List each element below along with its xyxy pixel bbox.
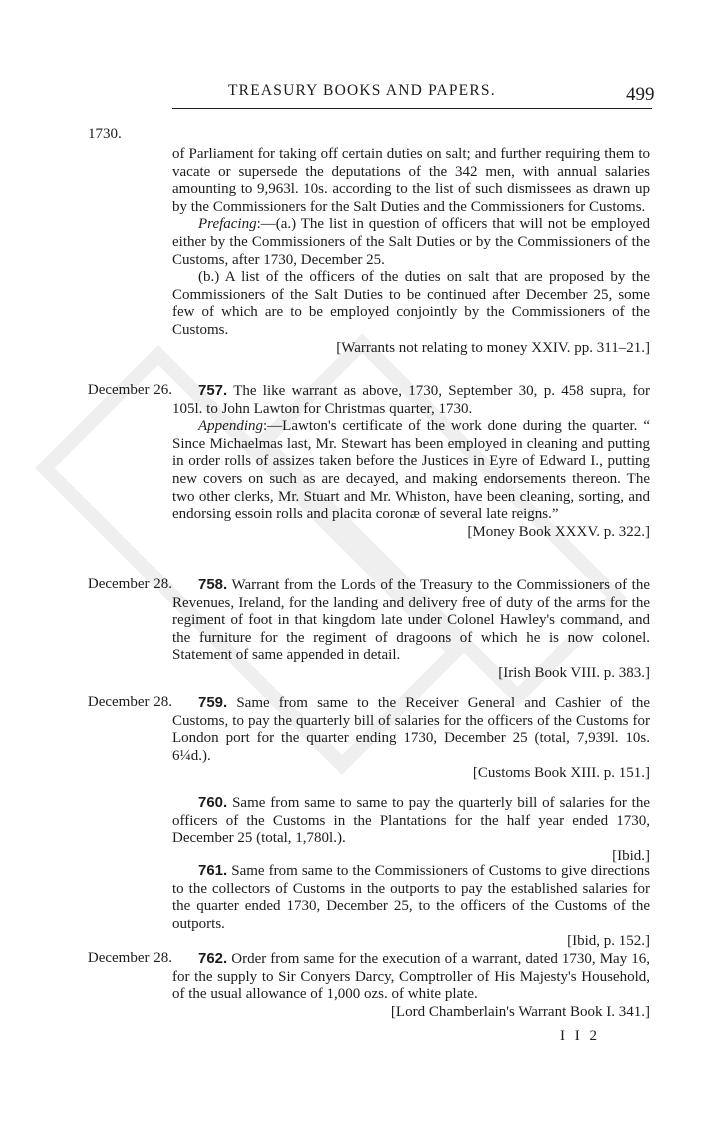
entry-text: The like warrant as above, 1730, September 30, p. 458 supra, for 105l. to John Lawton for Christmas quarter, 1730. (172, 383, 650, 417)
entry-text: Same from same to the Commissioners of Customs to give directions to the collectors of Customs in the outports to pay the established salaries for the quarter ended 1730, December 25, to the officers of the Customs of the outports. (172, 863, 650, 932)
entry-ref: [Irish Book VIII. p. 383.] (498, 664, 650, 681)
header-rule (172, 108, 652, 109)
entry-762 (172, 950, 650, 1021)
entry-date: December 28. (87, 576, 172, 592)
entry-number: 757. (198, 382, 228, 399)
appending-label: Appending (198, 418, 263, 435)
entry-ref: [Lord Chamberlain's Warrant Book I. 341.] (390, 1003, 650, 1020)
prefacing-a-text: :—(a.) The list in question of officers that will not be employed either by the Commissioners of the Salt Duties or by the Commissioners of the Customs, after 1730, December 25. (172, 216, 650, 268)
entry-758 (172, 576, 650, 683)
entry-ref: [Money Book XXXV. p. 322.] (467, 523, 650, 540)
continuation-text: of Parliament for taking off certain duties on salt; and further requiring them to vacate or supersede the deputations of the 342 men, with annual salaries amounting to 9,963l. 10s. according to the list of such dismissees as drawn up by the Commissioners for the Salt Duties and the Commissioners for Customs. (172, 146, 650, 215)
entry-ref: [Ibid.] (612, 847, 650, 864)
prefacing-a (172, 216, 650, 269)
entry-ref: [Customs Book XIII. p. 151.] (472, 765, 650, 782)
continuation-ref: [Warrants not relating to money XXIV. pp. 311–21.] (336, 339, 650, 356)
entry-text: Warrant from the Lords of the Treasury to the Commissioners of the Revenues, Ireland, for the landing and delivery free of duty of the arms for the regiment of foot in that kingdom late under Colonel Hawley's command, and the furniture for the regiment of dragoons of which he is now colonel. Statement of same appended in detail. (172, 577, 650, 664)
signature-mark: I I 2 (560, 1028, 600, 1044)
entry-759 (172, 694, 650, 783)
running-head: TREASURY BOOKS AND PAPERS. (228, 82, 496, 99)
page-number: 499 (626, 84, 655, 105)
prefacing-label: Prefacing (198, 216, 257, 233)
entry-text: Order from same for the execution of a warrant, dated 1730, May 16, for the supply to Sir Conyers Darcy, Comptroller of His Majesty's Household, of the usual allowance of 1,000 ozs. of white plate. (172, 951, 650, 1003)
entry-number: 758. (198, 576, 228, 593)
appending-text: :—Lawton's certificate of the work done during the quarter. “ Since Michaelmas last, Mr. Stewart has been employed in cleaning and putting in order rolls of assizes taken before the Justices in Eyre of Edward I., putting new covers on such as are decayed, and making endorsements thereon. The two other clerks, Mr. Stuart and Mr. Whiston, have been cleaning, sorting, and endorsing essoin rolls and placita coronæ of several late reigns.” (172, 418, 650, 523)
entry-text: Same from same to the Receiver General and Cashier of the Customs, to pay the quarterly bill of salaries for the officers of the Customs for London port for the quarter ending 1730, December 25 (total, 7,939l. 10s. 6¼d.). (172, 695, 650, 764)
entry-date: December 26. (87, 382, 172, 398)
entry-number: 760. (198, 794, 228, 811)
entry-number: 762. (198, 950, 228, 967)
year-marginal: 1730. (88, 126, 122, 142)
continuation-block (172, 146, 650, 357)
entry-760 (172, 794, 650, 865)
entry-761 (172, 862, 650, 951)
prefacing-b: (b.) A list of the officers of the duties on salt that are proposed by the Commissioners of the Salt Duties to be continued after December 25, some few of which are to be employed conjointly by the Commissioners of the Customs. (172, 269, 650, 338)
entry-date: December 28. (87, 694, 172, 710)
entry-number: 761. (198, 862, 228, 879)
entry-number: 759. (198, 694, 228, 711)
entry-date: December 28. (87, 950, 172, 966)
entry-ref: [Ibid, p. 152.] (567, 933, 650, 950)
entry-text: Same from same to same to pay the quarterly bill of salaries for the officers of the Customs in the Plantations for the half year ended 1730, December 25 (total, 1,780l.). (172, 795, 651, 847)
entry-757 (172, 382, 650, 541)
